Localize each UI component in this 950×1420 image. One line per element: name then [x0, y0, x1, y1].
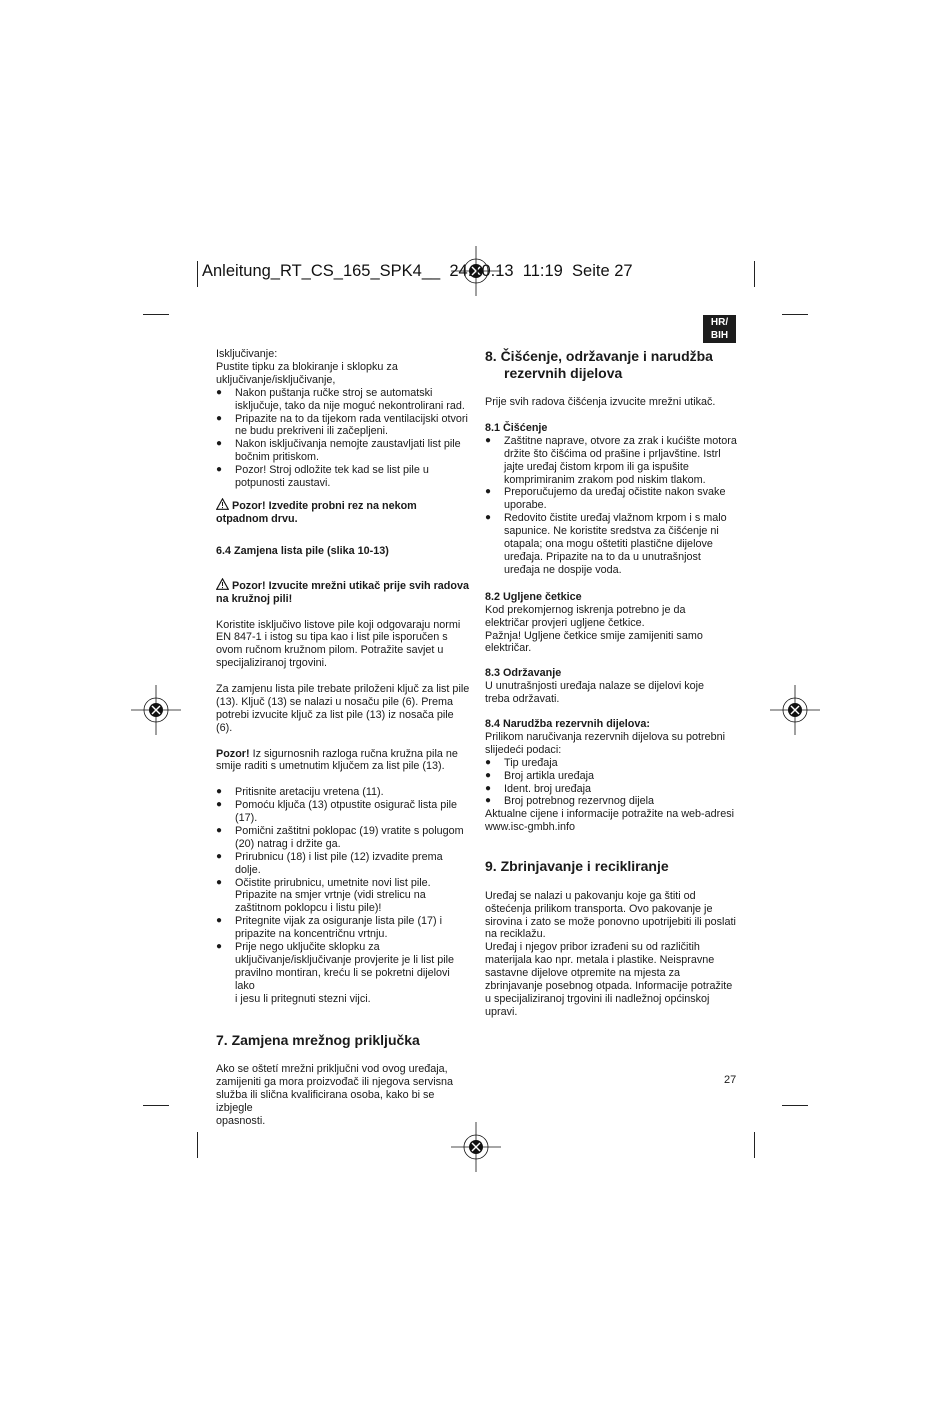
text-line: ● Pomoću ključa (13) otpustite osigurač lista pile: [235, 799, 458, 812]
list-item: [216, 387, 471, 413]
list-item: [216, 799, 471, 825]
text-line: pravilno montiran, kreću li se pokretni dijelovi lako: [235, 966, 450, 992]
list-item: [485, 435, 740, 487]
badge-line: BIH: [710, 330, 729, 341]
text-line: opasnosti.: [216, 1114, 266, 1127]
registration-mark-left: [131, 685, 181, 735]
list-item: [485, 512, 740, 577]
text-line: ● Tip uređaja: [504, 756, 558, 769]
text-line: ● Prije nego uključite sklopku za: [235, 941, 380, 954]
text-line: na reciklažu.: [485, 928, 546, 941]
list-item: [216, 825, 471, 851]
bold-label: Pozor!: [216, 747, 250, 760]
text-line: (17).: [235, 812, 258, 825]
list-item: [216, 438, 471, 464]
section-heading: rezervnih dijelova: [504, 364, 623, 381]
subsection-heading: 8.3 Održavanje: [485, 667, 562, 680]
subsection-heading: 8.4 Narudžba rezervnih dijelova:: [485, 718, 651, 731]
text-line: služba ili slična kvalificirana osoba, kako bi se izbjegle: [216, 1088, 435, 1114]
text-line: Isključivanje:: [216, 348, 278, 360]
text-line: električar provjeri ugljene četkice.: [485, 616, 645, 629]
text-line: na kružnoj pili!: [216, 592, 293, 605]
text-line: materijala kao npr. metala i plastike. Neispravne: [485, 954, 715, 967]
text-line: ne budu prekriveni ili začepljeni.: [235, 425, 389, 438]
warning-note: [216, 578, 471, 593]
text-line: električar.: [485, 642, 532, 655]
text-line: (20) natrag i držite ga.: [235, 837, 341, 850]
warning-note: [216, 498, 471, 513]
text-line: ● Nakon puštanja ručke stroj se automatski: [235, 386, 433, 399]
text-line: upravi.: [485, 1005, 518, 1018]
subsection-heading: 8.2 Ugljene četkice: [485, 590, 582, 603]
subsection-heading: 8.1 Čišćenje: [485, 421, 548, 434]
text-line: držite što čišćima od prašine i prljavštine. Istrl: [504, 447, 721, 460]
list-item: [216, 915, 471, 941]
list-item: [216, 786, 471, 799]
text-line: pripazite na koncentričnu vrtnju.: [235, 928, 388, 941]
list-item: [216, 851, 471, 877]
list-item: [485, 486, 740, 512]
section-heading: 6.4 Zamjena lista pile (slika 10-13): [216, 544, 389, 557]
crop-mark: [782, 1105, 808, 1106]
text-line: u specijaliziranoj trgovini ili nadležnoj općinskoj: [485, 992, 710, 1005]
text-line: komprimiranim zrakom pod niskim tlakom.: [504, 473, 706, 486]
section-heading: 7. Zamjena mrežnog priključka: [216, 1031, 420, 1048]
text-line: ● Preporučujemo da uređaj očistite nakon svake: [504, 486, 726, 499]
text-line: Uređaj se nalazi u pakovanju koje ga štiti od: [485, 889, 696, 902]
text-line: ● Redovito čistite uređaj vlažnom krpom i s malo: [504, 512, 727, 525]
text-line: potrebi izvucite ključ za list pile (13) iz nosača pile (6).: [216, 708, 454, 734]
list-item: [216, 941, 471, 1006]
crop-mark: [143, 314, 169, 315]
text-line: specijaliziranoj trgovini.: [216, 657, 328, 670]
text-line: zbrinjavanje posebnog otpada. Informacije potražite: [485, 980, 733, 993]
text-line: ● Pritegnite vijak za osiguranje lista pile (17) i: [235, 915, 443, 928]
text-line: Pozor! Izvedite probni rez na nekom: [232, 499, 417, 512]
text-line: zamijeniti ga mora proizvođač ili njegova servisna: [216, 1076, 454, 1089]
page-number: 27: [724, 1074, 737, 1086]
text-line: ● Prirubnicu (18) i list pile (12) izvadite prema dolje.: [235, 850, 443, 876]
list-item: [485, 795, 740, 808]
list-item: [485, 757, 740, 770]
text-line: ● Broj potrebnog rezervnog dijela: [504, 795, 655, 808]
text-line: uređaja ne dospije voda.: [504, 563, 622, 576]
badge-line: HR/: [710, 317, 729, 328]
text-line: Uređaj i njegov pribor izrađeni su od različitih: [485, 941, 700, 954]
text-line: Aktualne cijene i informacije potražite na web-adresi: [485, 808, 735, 821]
crop-mark: [143, 1105, 169, 1106]
crop-mark: [197, 261, 198, 287]
text-line: U unutrašnjosti uređaja nalaze se dijelovi koje: [485, 680, 705, 693]
registration-mark-right: [770, 685, 820, 735]
text-line: otpadnom drvu.: [216, 512, 298, 525]
section-heading: 9. Zbrinjavanje i recikliranje: [485, 858, 669, 875]
warning-icon: [216, 498, 229, 510]
text-line: slijedeći podaci:: [485, 743, 562, 756]
list-item: [216, 877, 471, 916]
text-line: [216, 748, 471, 761]
text-line: ● Broj artikla uređaja: [504, 769, 595, 782]
text-line: Pustite tipku za blokiranje i sklopku za: [216, 360, 398, 373]
text-line: i jesu li pritegnuti stezni vijci.: [235, 992, 371, 1005]
text-line: otapala; ona mogu oštetiti plastične dijelove: [504, 538, 713, 551]
text-line: ● Pozor! Stroj odložite tek kad se list pile u: [235, 464, 429, 477]
crop-mark: [754, 261, 755, 287]
text-line: sirovina i zato se može ponovno upotrijebiti ili poslati: [485, 915, 736, 928]
slug-name: Anleitung_RT_CS_165_SPK4__: [202, 262, 441, 280]
slug-page: Seite 27: [572, 262, 633, 280]
text-line: ● Ident. broj uređaja: [504, 782, 592, 795]
text-line: Pripazite na smjer vrtnje (vidi strelicu na: [235, 889, 426, 902]
text-line: ● Zaštitne naprave, otvore za zrak i kućište motora: [504, 434, 737, 447]
text-line: EN 847-1 i istog su tipa kao i list pile isporučen s: [216, 631, 448, 644]
slug-date: 24.10.13: [449, 262, 514, 280]
text-line: jajte uređaj čistom krpom ili ga ispušite: [504, 460, 689, 473]
left-column: [216, 348, 471, 1128]
right-column: [485, 348, 740, 1019]
text-line: Pozor! Izvucite mrežni utikač prije svih radova: [232, 579, 470, 592]
warning-icon: [216, 578, 229, 590]
crop-mark: [197, 1132, 198, 1158]
text-line: smije raditi s umetnutim ključem za list pile (13).: [216, 760, 445, 773]
text-line: Ako se oštetí mrežni priključni vod ovog uređaja,: [216, 1063, 448, 1076]
crop-mark: [782, 314, 808, 315]
section-heading: 8. Čišćenje, održavanje i narudžba: [485, 348, 713, 364]
text-line: uporabe.: [504, 499, 547, 512]
text-line: oštećenja prilikom transporta. Ovo pakovanje je: [485, 902, 713, 915]
text-line: isključuje, tako da nije moguć nekontrolirani rad.: [235, 399, 465, 412]
slug-time: 11:19: [522, 262, 563, 280]
text-line: Pažnja! Ugljene četkice smije zamijeniti samo: [485, 629, 703, 642]
text-line: ● Očistite prirubnicu, umetnite novi list pile.: [235, 876, 431, 889]
list-item: [485, 783, 740, 796]
text-line: Za zamjenu lista pile trebate priloženi ključ za list pile: [216, 683, 470, 696]
text-line: uključivanje/isključivanje,: [216, 373, 336, 386]
text-line: ● Pritisnite aretaciju vretena (11).: [235, 786, 384, 799]
text-line: www.isc-gmbh.info: [485, 821, 576, 834]
text-line: Kod prekomjernog iskrenja potrebno je da: [485, 603, 686, 616]
text-span: Iz sigurnosnih razloga ručna kružna pila ne: [249, 747, 458, 760]
text-line: zaštitnom poklopcu i listu pile)!: [235, 902, 382, 915]
list-item: [216, 413, 471, 439]
text-line: potpunosti zaustavi.: [235, 477, 331, 490]
list-item: [216, 464, 471, 490]
text-line: sapunice. Ne koristite sredstva za čišćenje ni: [504, 525, 719, 538]
text-line: treba održavati.: [485, 693, 560, 706]
list-item: [485, 770, 740, 783]
text-line: uključivanje/isključivanje provjerite je li list pile: [235, 954, 455, 967]
language-badge: [703, 315, 736, 343]
registration-mark-bottom: [451, 1122, 501, 1172]
text-line: uređaja. Pripazite na to da u unutrašnjost: [504, 550, 701, 563]
text-line: Prilikom naručivanja rezervnih dijelova su potrebni: [485, 730, 726, 743]
crop-mark: [754, 1132, 755, 1158]
text-line: sastavne dijelove otpremite na mjesta za: [485, 967, 681, 980]
text-line: bočnim pritiskom.: [235, 451, 319, 464]
print-slug: [202, 262, 633, 281]
text-line: Prije svih radova čišćenja izvucite mrežni utikač.: [485, 396, 716, 408]
text-line: ● Nakon isključivanja nemojte zaustavljati list pile: [235, 438, 461, 451]
text-line: ● Pripazite na to da tijekom rada ventilacijski otvori: [235, 412, 468, 425]
text-line: (13). Ključ (13) se nalazi u nosaču pile (6). Prema: [216, 695, 454, 708]
text-line: ovom ručnom kružnom pilom. Potražite savjet u: [216, 644, 444, 657]
text-line: ● Pomični zaštitni poklopac (19) vratite s polugom: [235, 824, 464, 837]
text-line: Koristite isključivo listove pile koji odgovaraju normi: [216, 618, 461, 631]
